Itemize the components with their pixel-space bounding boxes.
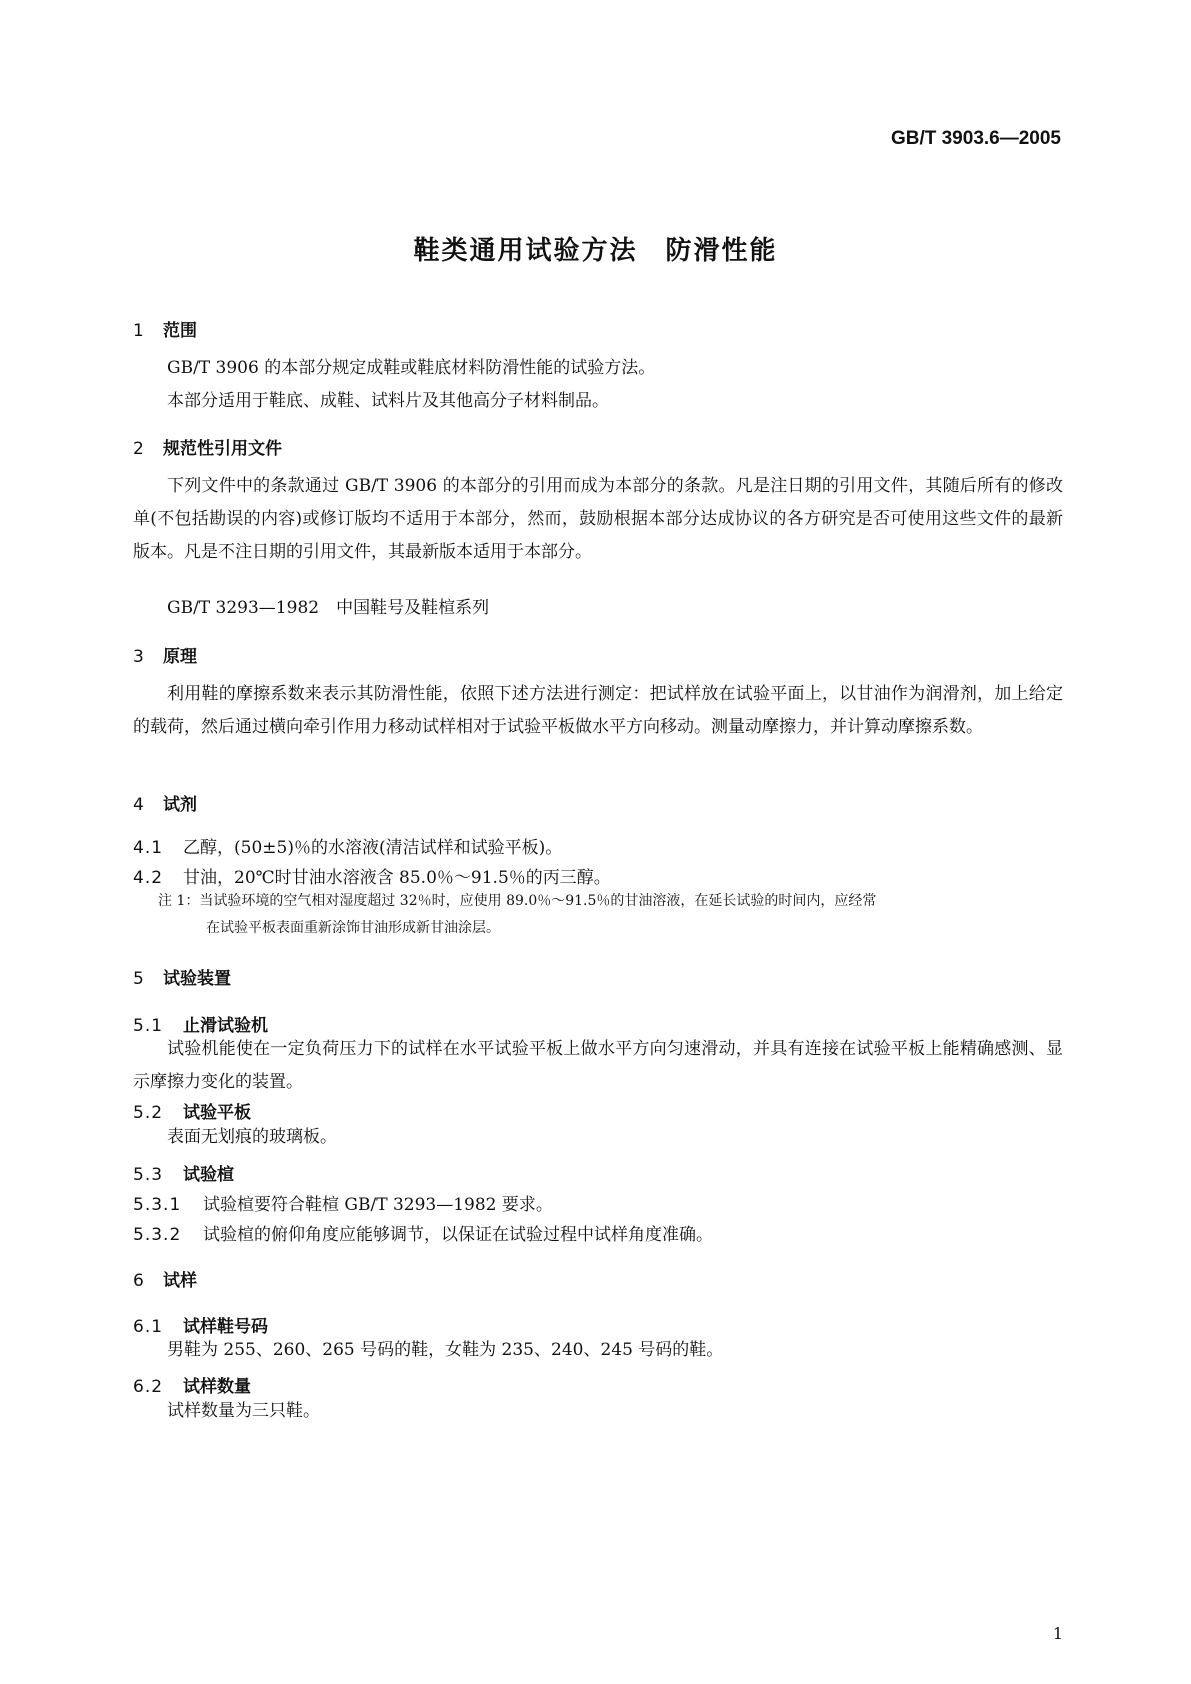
clause-title: 试验平板 bbox=[183, 1103, 251, 1123]
paragraph: 表面无划痕的玻璃板。 bbox=[167, 1127, 337, 1147]
section-title: 原理 bbox=[163, 647, 197, 667]
section-title: 规范性引用文件 bbox=[163, 439, 282, 459]
clause-number: 5.3.1 bbox=[133, 1195, 182, 1215]
section-number: 5 bbox=[133, 969, 144, 989]
subsection-heading-6-2 bbox=[133, 1372, 1063, 1397]
section-number: 6 bbox=[133, 1271, 144, 1291]
section-title: 试剂 bbox=[163, 795, 197, 815]
clause-text: 甘油，20℃时甘油水溶液含 85.0％～91.5％的丙三醇。 bbox=[183, 868, 611, 888]
clause-number: 5.1 bbox=[133, 1016, 164, 1036]
clause-title: 止滑试验机 bbox=[183, 1016, 268, 1036]
section-heading-apparatus bbox=[133, 964, 1063, 989]
clause-4-1 bbox=[133, 833, 1063, 858]
paragraph: 下列文件中的条款通过 GB/T 3906 的本部分的引用而成为本部分的条款。凡是注日期的引用文件，其随后所有的修改单(不包括勘误的内容)或修订版均不适用于本部分，然而，鼓励根据本部分达成协议的各方研究是否可使用这些文件的最新版本。凡是不注日期的引用文件，其最新版本适用于本部分。 bbox=[133, 476, 1063, 562]
clause-number: 5.3.2 bbox=[133, 1225, 182, 1245]
section-number: 3 bbox=[133, 647, 144, 667]
paragraph: 试样数量为三只鞋。 bbox=[167, 1401, 320, 1421]
note-lead: 注 1：当试验环境的空气相对湿度超过 32％时，应使用 89.0％～91.5％的甘油溶液，在延长试验的时间内，应经常 bbox=[158, 893, 877, 909]
clause-number: 6.2 bbox=[133, 1377, 164, 1397]
subsection-heading-5-3 bbox=[133, 1160, 1063, 1185]
clause-4-2 bbox=[133, 863, 1063, 888]
section-title: 试样 bbox=[163, 1271, 197, 1291]
section-number: 1 bbox=[133, 321, 144, 341]
clause-5-3-1 bbox=[133, 1190, 1063, 1215]
section-heading-principle bbox=[133, 642, 1063, 667]
page-number: 1 bbox=[1052, 1624, 1063, 1643]
paragraph: 本部分适用于鞋底、成鞋、试料片及其他高分子材料制品。 bbox=[167, 391, 609, 411]
clause-title: 试验楦 bbox=[183, 1165, 234, 1185]
clause-text: 乙醇，(50±5)％的水溶液(清洁试样和试验平板)。 bbox=[183, 838, 563, 858]
clause-number: 6.1 bbox=[133, 1317, 164, 1337]
note-1 bbox=[158, 888, 1063, 942]
paragraph: GB/T 3906 的本部分规定成鞋或鞋底材料防滑性能的试验方法。 bbox=[167, 358, 656, 378]
clause-title: 试样鞋号码 bbox=[183, 1317, 268, 1337]
paragraph: 试验机能使在一定负荷压力下的试样在水平试验平板上做水平方向匀速滑动，并具有连接在试验平板上能精确感测、显示摩擦力变化的装置。 bbox=[133, 1039, 1063, 1092]
document-title: 鞋类通用试验方法 防滑性能 bbox=[413, 236, 778, 266]
reference-item: GB/T 3293—1982 中国鞋号及鞋楦系列 bbox=[167, 598, 490, 618]
section-number: 4 bbox=[133, 795, 144, 815]
clause-5-3-2 bbox=[133, 1220, 1063, 1245]
standard-code: GB/T 3903.6—2005 bbox=[890, 128, 1061, 149]
section-heading-specimens bbox=[133, 1266, 1063, 1291]
subsection-heading-5-2 bbox=[133, 1098, 1063, 1123]
clause-number: 5.3 bbox=[133, 1165, 164, 1185]
clause-number: 4.1 bbox=[133, 838, 164, 858]
section-number: 2 bbox=[133, 439, 144, 459]
clause-number: 4.2 bbox=[133, 868, 164, 888]
section-heading-normative-references bbox=[133, 434, 1063, 459]
paragraph: 利用鞋的摩擦系数来表示其防滑性能，依照下述方法进行测定：把试样放在试验平面上，以甘油作为润滑剂，加上给定的载荷，然后通过横向牵引作用力移动试样相对于试验平板做水平方向移动。测量动摩擦力，并计算动摩擦系数。 bbox=[133, 684, 1063, 737]
section-heading-scope bbox=[133, 316, 1063, 341]
section-title: 试验装置 bbox=[163, 969, 231, 989]
paragraph: 男鞋为 255、260、265 号码的鞋，女鞋为 235、240、245 号码的鞋。 bbox=[167, 1340, 724, 1360]
section-heading-reagents bbox=[133, 790, 1063, 815]
note-continuation: 在试验平板表面重新涂饰甘油形成新甘油涂层。 bbox=[206, 920, 500, 936]
section-title: 范围 bbox=[163, 321, 197, 341]
clause-text: 试验楦的俯仰角度应能够调节，以保证在试验过程中试样角度准确。 bbox=[203, 1225, 713, 1245]
clause-title: 试样数量 bbox=[183, 1377, 251, 1397]
clause-number: 5.2 bbox=[133, 1103, 164, 1123]
clause-text: 试验楦要符合鞋楦 GB/T 3293—1982 要求。 bbox=[203, 1195, 553, 1215]
